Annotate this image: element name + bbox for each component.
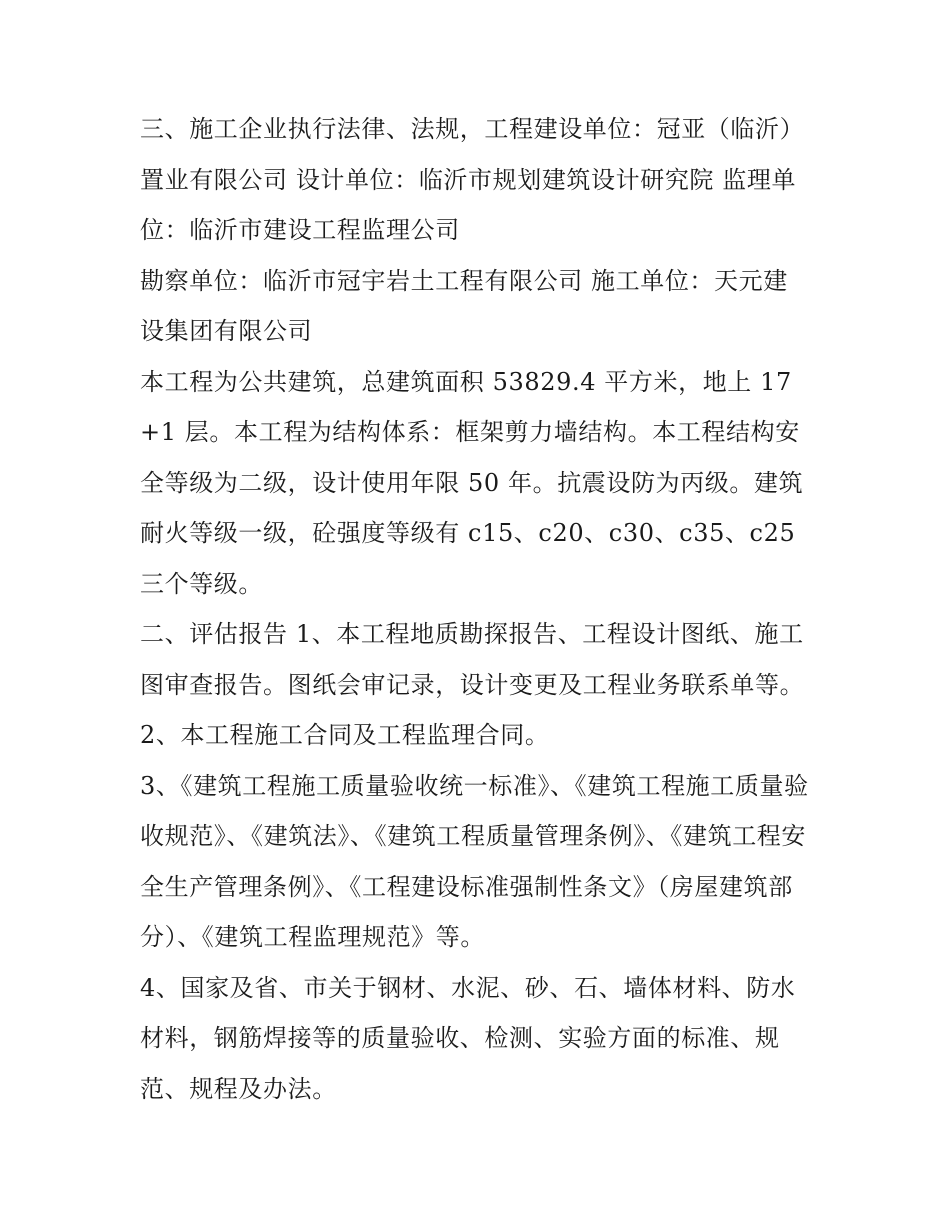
paragraph-survey-contractor: 勘察单位：临沂市冠宇岩土工程有限公司 施工单位：天元建设集团有限公司 [140, 266, 788, 345]
paragraph-assessment-basis: 二、评估报告 1、本工程地质勘探报告、工程设计图纸、施工图审查报告。图纸会审记录，设计变更及工程业务联系单等。 [140, 620, 805, 699]
paragraph-standards: 3、《建筑工程施工质量验收统一标准》、《建筑工程施工质量验收规范》、《建筑法》、《建筑工程质量管理条例》、《建筑工程安全生产管理条例》、《工程建设标准强制性条文》（房屋建筑部分）、《建筑工程监理规范》等。 [140, 771, 809, 951]
paragraph-project-overview: 本工程为公共建筑，总建筑面积 53829.4 平方米，地上 17+1 层。本工程为结构体系：框架剪力墙结构。本工程结构安全等级为二级，设计使用年限 50 年。抗震设防为丙级。建筑耐火等级一级，砼强度等级有 c15、c20、c30、c35、c25 三个等级。 [140, 367, 804, 598]
paragraph-regulations: 4、国家及省、市关于钢材、水泥、砂、石、墙体材料、防水材料，钢筋焊接等的质量验收、检测、实验方面的标准、规范、规程及办法。 [140, 973, 796, 1103]
paragraph-construction-parties: 三、施工企业执行法律、法规，工程建设单位：冠亚（临沂）置业有限公司 设计单位：临沂市规划建筑设计研究院 监理单位：临沂市建设工程监理公司 [140, 115, 805, 244]
document-body [140, 104, 812, 1114]
paragraph-contracts: 2、本工程施工合同及工程监理合同。 [140, 721, 550, 749]
